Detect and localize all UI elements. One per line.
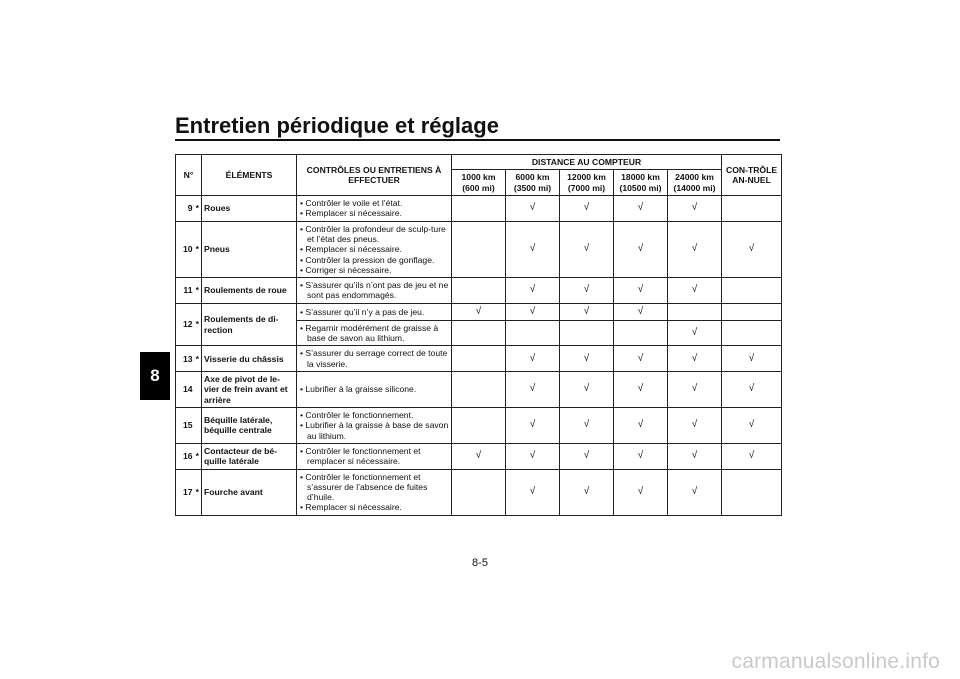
row-item: Axe de pivot de le-vier de frein avant et arrière bbox=[202, 372, 297, 408]
page-title: Entretien périodique et réglage bbox=[175, 113, 499, 138]
header-d1: 1000 km (600 mi) bbox=[452, 170, 506, 196]
check-mark: √ bbox=[583, 419, 590, 431]
check-mark: √ bbox=[637, 419, 644, 431]
check-cell bbox=[560, 278, 614, 304]
check-mark: √ bbox=[583, 284, 590, 296]
check-mark: √ bbox=[748, 243, 755, 255]
check-cell bbox=[452, 443, 506, 469]
check-mark: √ bbox=[637, 305, 644, 317]
row-actions bbox=[297, 278, 452, 304]
row-number: 14 bbox=[176, 372, 194, 408]
check-mark: √ bbox=[748, 450, 755, 462]
check-cell bbox=[452, 221, 506, 278]
action-line: • Lubrifier à la graisse à base de savon au lithium. bbox=[300, 420, 449, 441]
check-mark: √ bbox=[583, 243, 590, 255]
check-cell bbox=[614, 346, 668, 372]
table-row bbox=[176, 221, 782, 278]
action-line: • Contrôler la profondeur de sculp-ture et l’état des pneus. bbox=[300, 223, 446, 244]
check-cell bbox=[560, 372, 614, 408]
check-cell bbox=[560, 346, 614, 372]
check-mark: √ bbox=[637, 383, 644, 395]
table-row bbox=[176, 372, 782, 408]
row-star bbox=[194, 407, 202, 443]
row-star: * bbox=[194, 469, 202, 515]
row-number: 16 bbox=[176, 443, 194, 469]
check-mark: √ bbox=[583, 450, 590, 462]
table-row bbox=[176, 303, 782, 320]
action-line: • Remplacer si nécessaire. bbox=[300, 244, 402, 255]
table-row bbox=[176, 195, 782, 221]
check-cell bbox=[506, 195, 560, 221]
watermark: carmanualsonline.info bbox=[731, 650, 940, 673]
row-number: 13 bbox=[176, 346, 194, 372]
check-mark: √ bbox=[637, 202, 644, 214]
row-star: * bbox=[194, 303, 202, 346]
check-cell bbox=[668, 320, 722, 346]
action-line: • Lubrifier à la graisse silicone. bbox=[300, 384, 417, 395]
check-cell bbox=[614, 372, 668, 408]
row-star: * bbox=[194, 221, 202, 278]
row-star: * bbox=[194, 346, 202, 372]
check-cell bbox=[614, 407, 668, 443]
action-line: • Contrôler le fonctionnement et remplacer si nécessaire. bbox=[300, 445, 421, 467]
check-cell bbox=[722, 195, 782, 221]
check-cell bbox=[614, 221, 668, 278]
row-item: Visserie du châssis bbox=[202, 346, 297, 372]
row-item: Roulements de roue bbox=[202, 278, 297, 304]
check-cell bbox=[506, 278, 560, 304]
check-mark: √ bbox=[583, 202, 590, 214]
check-cell bbox=[722, 469, 782, 515]
check-mark: √ bbox=[583, 305, 590, 317]
check-cell bbox=[452, 469, 506, 515]
header-elements: ÉLÉMENTS bbox=[202, 155, 297, 196]
check-cell bbox=[722, 278, 782, 304]
check-mark: √ bbox=[583, 383, 590, 395]
check-cell bbox=[668, 303, 722, 320]
table-row bbox=[176, 278, 782, 304]
check-cell bbox=[560, 195, 614, 221]
check-cell bbox=[614, 195, 668, 221]
action-line: • Contrôler la pression de gonflage. bbox=[300, 254, 435, 265]
check-mark: √ bbox=[529, 243, 536, 255]
check-mark: √ bbox=[529, 383, 536, 395]
check-cell bbox=[722, 320, 782, 346]
row-item: Contacteur de bé-quille latérale bbox=[202, 443, 297, 469]
check-mark: √ bbox=[691, 352, 698, 364]
row-actions bbox=[297, 407, 452, 443]
check-mark: √ bbox=[475, 305, 482, 317]
row-star: * bbox=[194, 443, 202, 469]
table-row bbox=[176, 469, 782, 515]
check-mark: √ bbox=[475, 450, 482, 462]
row-actions bbox=[297, 346, 452, 372]
maintenance-table bbox=[175, 154, 782, 516]
check-cell bbox=[560, 303, 614, 320]
header-distance: DISTANCE AU COMPTEUR bbox=[452, 155, 722, 170]
row-star: * bbox=[194, 195, 202, 221]
check-mark: √ bbox=[691, 202, 698, 214]
header-d4: 18000 km (10500 mi) bbox=[614, 170, 668, 196]
header-annual: CON-TRÔLE AN-NUEL bbox=[722, 155, 782, 196]
action-line: • Remplacer si nécessaire. bbox=[300, 208, 402, 219]
header-d5: 24000 km (14000 mi) bbox=[668, 170, 722, 196]
check-cell bbox=[452, 407, 506, 443]
row-number: 12 bbox=[176, 303, 194, 346]
header-no: N° bbox=[176, 155, 202, 196]
row-item: Roues bbox=[202, 195, 297, 221]
check-mark: √ bbox=[691, 327, 698, 339]
check-mark: √ bbox=[583, 486, 590, 498]
page-number: 8-5 bbox=[472, 557, 488, 569]
action-line: • Regarnir modérément de graisse à base de savon au lithium. bbox=[300, 322, 439, 344]
row-actions bbox=[297, 303, 452, 320]
row-actions bbox=[297, 469, 452, 515]
action-line: • S’assurer qu’ils n’ont pas de jeu et ne sont pas endommagés. bbox=[300, 280, 449, 301]
action-line: • Remplacer si nécessaire. bbox=[300, 502, 402, 513]
row-actions bbox=[297, 372, 452, 408]
check-mark: √ bbox=[691, 383, 698, 395]
check-mark: √ bbox=[748, 383, 755, 395]
row-actions bbox=[297, 221, 452, 278]
check-cell bbox=[506, 303, 560, 320]
check-cell bbox=[722, 372, 782, 408]
check-cell bbox=[506, 346, 560, 372]
check-mark: √ bbox=[529, 450, 536, 462]
check-mark: √ bbox=[529, 486, 536, 498]
check-cell bbox=[614, 320, 668, 346]
row-number: 15 bbox=[176, 407, 194, 443]
check-cell bbox=[668, 278, 722, 304]
check-mark: √ bbox=[748, 352, 755, 364]
check-mark: √ bbox=[529, 305, 536, 317]
table-row bbox=[176, 407, 782, 443]
row-number: 11 bbox=[176, 278, 194, 304]
check-cell bbox=[506, 443, 560, 469]
check-cell bbox=[668, 443, 722, 469]
check-cell bbox=[452, 346, 506, 372]
check-mark: √ bbox=[691, 284, 698, 296]
header-row bbox=[176, 155, 782, 170]
table-body bbox=[176, 195, 782, 515]
row-number: 10 bbox=[176, 221, 194, 278]
check-cell bbox=[560, 320, 614, 346]
check-mark: √ bbox=[583, 352, 590, 364]
row-item: Pneus bbox=[202, 221, 297, 278]
check-cell bbox=[506, 320, 560, 346]
check-mark: √ bbox=[637, 486, 644, 498]
row-item: Roulements de di-rection bbox=[202, 303, 297, 346]
row-number: 9 bbox=[176, 195, 194, 221]
action-line: • Contrôler le fonctionnement et s’assurer de l’absence de fuites d’huile. bbox=[300, 471, 428, 503]
check-mark: √ bbox=[691, 486, 698, 498]
chapter-tab: 8 bbox=[140, 352, 170, 400]
check-cell bbox=[668, 407, 722, 443]
check-mark: √ bbox=[691, 419, 698, 431]
action-line: • Contrôler le fonctionnement. bbox=[300, 409, 414, 420]
row-item: Fourche avant bbox=[202, 469, 297, 515]
check-cell bbox=[452, 372, 506, 408]
check-cell bbox=[722, 407, 782, 443]
check-mark: √ bbox=[748, 419, 755, 431]
header-d2: 6000 km (3500 mi) bbox=[506, 170, 560, 196]
check-mark: √ bbox=[691, 243, 698, 255]
check-cell bbox=[668, 372, 722, 408]
action-line: • Corriger si nécessaire. bbox=[300, 264, 392, 275]
action-line: • Contrôler le voile et l’état. bbox=[300, 197, 403, 208]
check-cell bbox=[452, 278, 506, 304]
title-rule bbox=[175, 139, 780, 141]
row-actions bbox=[297, 320, 452, 346]
check-cell bbox=[722, 346, 782, 372]
check-mark: √ bbox=[529, 284, 536, 296]
check-mark: √ bbox=[637, 243, 644, 255]
check-cell bbox=[614, 443, 668, 469]
check-cell bbox=[614, 278, 668, 304]
check-mark: √ bbox=[529, 419, 536, 431]
check-cell bbox=[722, 221, 782, 278]
check-cell bbox=[668, 195, 722, 221]
check-mark: √ bbox=[529, 202, 536, 214]
row-item: Béquille latérale, béquille centrale bbox=[202, 407, 297, 443]
row-star bbox=[194, 372, 202, 408]
check-cell bbox=[668, 221, 722, 278]
check-cell bbox=[668, 469, 722, 515]
check-cell bbox=[560, 469, 614, 515]
check-cell bbox=[452, 303, 506, 320]
check-mark: √ bbox=[691, 450, 698, 462]
row-star: * bbox=[194, 278, 202, 304]
check-cell bbox=[614, 303, 668, 320]
row-actions bbox=[297, 195, 452, 221]
check-cell bbox=[452, 195, 506, 221]
check-cell bbox=[452, 320, 506, 346]
action-line: • S’assurer du serrage correct de toute la visserie. bbox=[300, 348, 448, 369]
row-number: 17 bbox=[176, 469, 194, 515]
check-mark: √ bbox=[637, 352, 644, 364]
check-cell bbox=[722, 443, 782, 469]
check-cell bbox=[506, 469, 560, 515]
check-cell bbox=[506, 407, 560, 443]
check-cell bbox=[506, 221, 560, 278]
header-controls: CONTRÔLES OU ENTRETIENS À EFFECTUER bbox=[297, 155, 452, 196]
check-cell bbox=[560, 407, 614, 443]
row-actions bbox=[297, 443, 452, 469]
check-cell bbox=[506, 372, 560, 408]
check-cell bbox=[614, 469, 668, 515]
check-mark: √ bbox=[529, 352, 536, 364]
check-cell bbox=[668, 346, 722, 372]
table-row bbox=[176, 346, 782, 372]
action-line: • S’assurer qu’il n’y a pas de jeu. bbox=[300, 306, 425, 317]
check-mark: √ bbox=[637, 450, 644, 462]
check-mark: √ bbox=[637, 284, 644, 296]
check-cell bbox=[560, 221, 614, 278]
check-cell bbox=[560, 443, 614, 469]
check-cell bbox=[722, 303, 782, 320]
table-row bbox=[176, 443, 782, 469]
header-d3: 12000 km (7000 mi) bbox=[560, 170, 614, 196]
